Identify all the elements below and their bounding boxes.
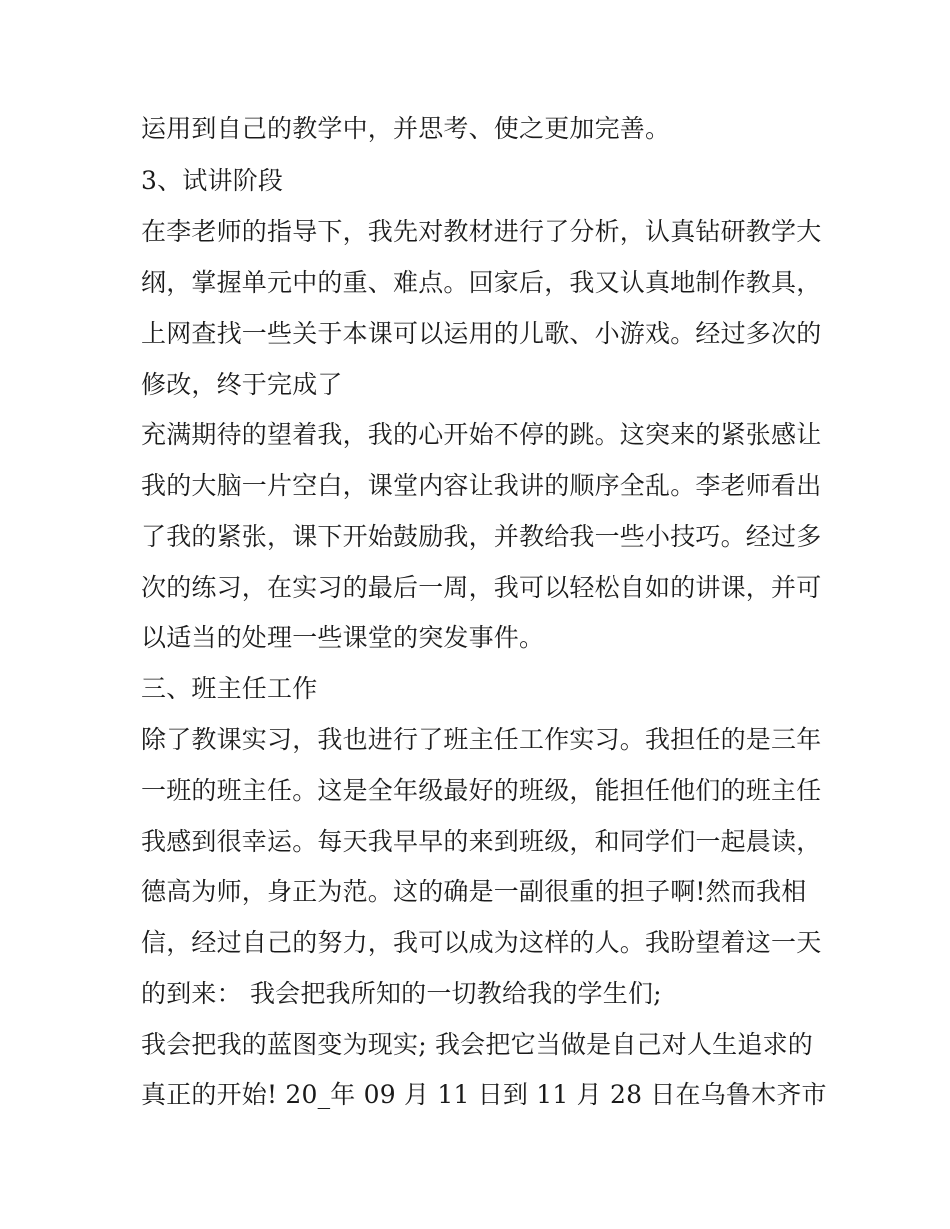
section-heading: 三、班主任工作 <box>141 674 318 703</box>
text-line: 一班的班主任。这是全年级最好的班级，能担任他们的班主任 <box>141 776 822 805</box>
text-line: 次的练习，在实习的最后一周，我可以轻松自如的讲课，并可 <box>141 573 822 602</box>
text-line: 运用到自己的教学中，并思考、使之更加完善。 <box>141 114 671 143</box>
section-heading: 3、试讲阶段 <box>141 166 284 195</box>
text-line: 了我的紧张，课下开始鼓励我，并教给我一些小技巧。经过多 <box>141 522 822 551</box>
text-line: 我会把我的蓝图变为现实; 我会把它当做是自己对人生追求的 <box>141 1030 813 1059</box>
text-line: 除了教课实习，我也进行了班主任工作实习。我担任的是三年 <box>141 725 822 754</box>
text-line: 德高为师，身正为范。这的确是一副很重的担子啊!然而我相 <box>141 877 807 906</box>
text-line: 在李老师的指导下，我先对教材进行了分析，认真钻研教学大 <box>141 217 822 246</box>
text-line: 信，经过自己的努力，我可以成为这样的人。我盼望着这一天 <box>141 928 822 957</box>
text-line: 的到来： 我会把我所知的一切教给我的学生们; <box>141 979 662 1008</box>
text-line: 充满期待的望着我，我的心开始不停的跳。这突来的紧张感让 <box>141 420 822 449</box>
text-line: 真正的开始! 20_年 09 月 11 日到 11 月 28 日在乌鲁木齐市 <box>141 1080 827 1109</box>
text-line: 纲，掌握单元中的重、难点。回家后，我又认真地制作教具， <box>141 268 822 297</box>
text-line: 上网查找一些关于本课可以运用的儿歌、小游戏。经过多次的 <box>141 319 822 348</box>
text-line: 修改，终于完成了 <box>141 370 343 399</box>
text-line: 我感到很幸运。每天我早早的来到班级，和同学们一起晨读， <box>141 827 822 856</box>
text-line: 我的大脑一片空白，课堂内容让我讲的顺序全乱。李老师看出 <box>141 471 822 500</box>
text-line: 以适当的处理一些课堂的突发事件。 <box>141 623 545 652</box>
